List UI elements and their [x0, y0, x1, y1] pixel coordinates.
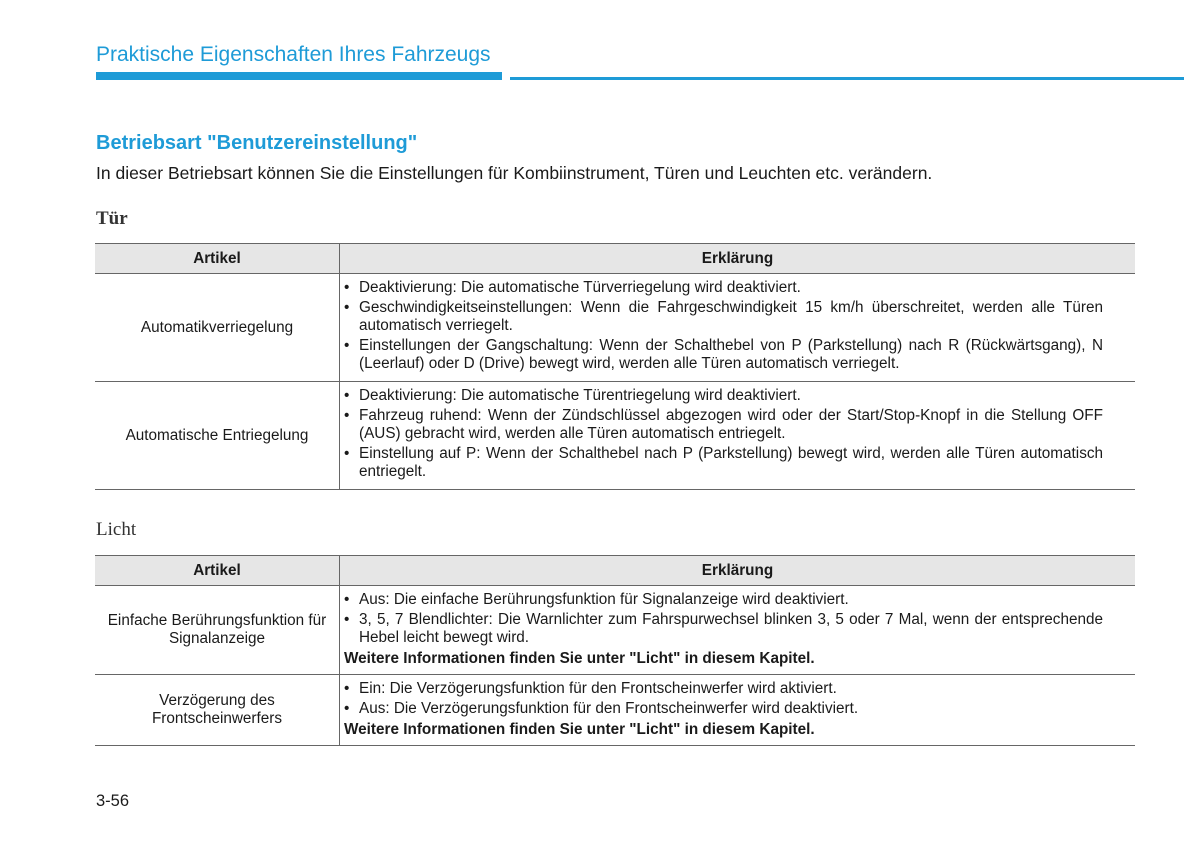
bullet-icon: • [344, 611, 350, 628]
bullet-text: Einstellung auf P: Wenn der Schalthebel nach P (Parkstellung) bewegt wird, werden alle Türen automatisch entriegelt. [359, 445, 1103, 480]
table-row [95, 586, 1135, 675]
section-intro: In dieser Betriebsart können Sie die Einstellungen für Kombiinstrument, Türen und Leuchten etc. verändern. [96, 163, 933, 183]
section-heading: Betriebsart "Benutzereinstellung" [96, 132, 418, 154]
chapter-title: Praktische Eigenschaften Ihres Fahrzeugs [96, 43, 491, 66]
bullet-list [344, 591, 1103, 647]
light-heading: Licht [96, 519, 137, 540]
column-header-explanation: Erklärung [340, 556, 1136, 586]
bullet-item [344, 279, 1103, 297]
bullet-icon: • [344, 591, 350, 608]
bullet-item [344, 591, 1103, 609]
page-number: 3-56 [96, 792, 130, 810]
bullet-item [344, 611, 1103, 647]
bullet-icon: • [344, 680, 350, 697]
light-table-header [95, 556, 1135, 586]
column-header-explanation: Erklärung [340, 244, 1136, 274]
bullet-icon: • [344, 407, 350, 424]
bullet-icon: • [344, 299, 350, 316]
door-table-body [95, 274, 1135, 490]
bullet-text: 3, 5, 7 Blendlichter: Die Warnlichter zum Fahrspurwechsel blinken 3, 5 oder 7 Mal, wenn der entsprechende Hebel leicht bewegt wird. [359, 611, 1103, 646]
bullet-item [344, 680, 1103, 698]
bullet-text: Aus: Die einfache Berührungsfunktion für Signalanzeige wird deaktiviert. [359, 591, 849, 608]
bullet-text: Deaktivierung: Die automatische Türverriegelung wird deaktiviert. [359, 279, 801, 296]
row-item-label: Automatikverriegelung [95, 274, 340, 382]
column-header-item: Artikel [95, 244, 340, 274]
reference-note: Weitere Informationen finden Sie unter "Licht" in diesem Kapitel. [344, 650, 815, 667]
bullet-icon: • [344, 387, 350, 404]
bullet-text: Deaktivierung: Die automatische Türentriegelung wird deaktiviert. [359, 387, 801, 404]
door-heading: Tür [96, 208, 128, 229]
row-explanation [340, 586, 1136, 675]
bullet-item [344, 407, 1103, 443]
header-rule-thin [510, 77, 1184, 80]
bullet-item [344, 337, 1103, 373]
door-table-header [95, 244, 1135, 274]
bullet-text: Aus: Die Verzögerungsfunktion für den Frontscheinwerfer wird deaktiviert. [359, 700, 859, 717]
bullet-item [344, 387, 1103, 405]
bullet-list [344, 279, 1103, 373]
header-rule-thick [96, 72, 502, 80]
table-row [95, 274, 1135, 382]
bullet-item [344, 299, 1103, 335]
row-explanation [340, 675, 1136, 746]
bullet-icon: • [344, 445, 350, 462]
row-item-label: Einfache Berührungsfunktion für Signalanzeige [95, 586, 340, 675]
bullet-text: Ein: Die Verzögerungsfunktion für den Frontscheinwerfer wird aktiviert. [359, 680, 837, 697]
table-row [95, 675, 1135, 746]
row-item-label: Automatische Entriegelung [95, 382, 340, 490]
row-item-label: Verzögerung des Frontscheinwerfers [95, 675, 340, 746]
bullet-list [344, 680, 1103, 718]
row-explanation [340, 382, 1136, 490]
bullet-icon: • [344, 337, 350, 354]
column-header-item: Artikel [95, 556, 340, 586]
door-table [95, 243, 1135, 490]
bullet-icon: • [344, 700, 350, 717]
reference-note: Weitere Informationen finden Sie unter "Licht" in diesem Kapitel. [344, 721, 815, 738]
bullet-item [344, 445, 1103, 481]
row-explanation [340, 274, 1136, 382]
bullet-item [344, 700, 1103, 718]
bullet-text: Einstellungen der Gangschaltung: Wenn der Schalthebel von P (Parkstellung) nach R (Rückwärtsgang), N (Leerlauf) oder D (Drive) bewegt wird, werden alle Türen automatisch verriegelt. [359, 337, 1103, 372]
light-table-body [95, 586, 1135, 746]
light-table [95, 555, 1135, 746]
bullet-text: Geschwindigkeitseinstellungen: Wenn die Fahrgeschwindigkeit 15 km/h überschreitet, werden alle Türen automatisch verriegelt. [359, 299, 1103, 334]
bullet-icon: • [344, 279, 350, 296]
table-row [95, 382, 1135, 490]
bullet-list [344, 387, 1103, 481]
bullet-text: Fahrzeug ruhend: Wenn der Zündschlüssel abgezogen wird oder der Start/Stop-Knopf in die Stellung OFF (AUS) gebracht wird, werden alle Türen automatisch entriegelt. [359, 407, 1103, 442]
